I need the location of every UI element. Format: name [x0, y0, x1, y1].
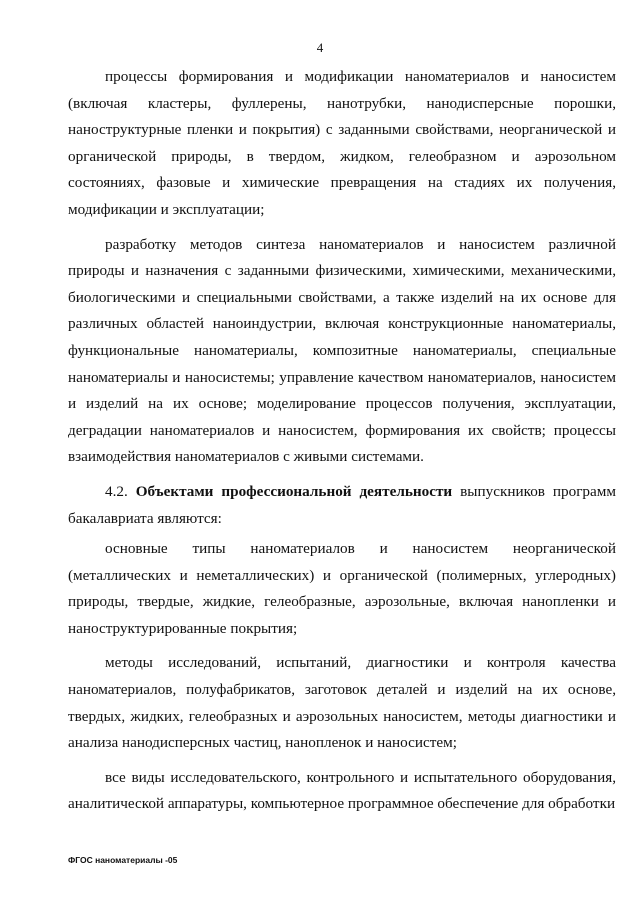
- footer-label: ФГОС наноматериалы -05: [68, 855, 178, 865]
- paragraph-synthesis-methods: разработку методов синтеза наноматериалов и наносистем различной природы и назначения с заданными физическими, химическими, механическими, биологическими и специальными свойствами, а также изделий на их основе для различных областей наноиндустрии, включая конструкционные наноматериалы, функциональные наноматериалы, композитные наноматериалы, специальные наноматериалы и наносистемы; управление качеством наноматериалов, наносистем и изделий на их основе; моделирование процессов получения, эксплуатации, деградации наноматериалов и наносистем, формирования их свойств; процессы взаимодействия наноматериалов с живыми системами.: [68, 235, 616, 466]
- paragraph-processes: процессы формирования и модификации наноматериалов и наносистем (включая кластеры, фуллерены, нанотрубки, нанодисперсные порошки, наноструктурные пленки и покрытия) с заданными свойствами, неорганической и органической природы, в твердом, жидком, гелеобразном и аэрозольном состояниях, фазовые и химические превращения на стадиях их получения, модификации и эксплуатации;: [68, 68, 616, 218]
- section-number: 4.2.: [105, 482, 128, 500]
- section-heading-bold: Объектами профессиональной деятельности: [135, 482, 453, 500]
- paragraph-equipment: все виды исследовательского, контрольного и испытательного оборудования, аналитической аппаратуры, компьютерное программное обеспечение для обработки: [68, 768, 616, 813]
- section-heading-rest: выпускников программ бакалавриата являются:: [68, 482, 616, 527]
- paragraph-material-types: основные типы наноматериалов и наносистем неорганической (металлических и неметаллических) и органической (полимерных, углеродных) природы, твердые, жидкие, гелеобразные, аэрозольные, включая нанопленки и наноструктурированные покрытия;: [68, 540, 616, 637]
- paragraph-section-4-2: [68, 479, 616, 532]
- page-number: 4: [316, 40, 324, 55]
- document-body: [68, 64, 616, 826]
- paragraph-research-methods: методы исследований, испытаний, диагностики и контроля качества наноматериалов, полуфабрикатов, заготовок деталей и изделий на их основе, твердых, жидких, гелеобразных и аэрозольных наносистем, методы диагностики и анализа нанодисперсных частиц, нанопленок и наносистем;: [68, 654, 616, 752]
